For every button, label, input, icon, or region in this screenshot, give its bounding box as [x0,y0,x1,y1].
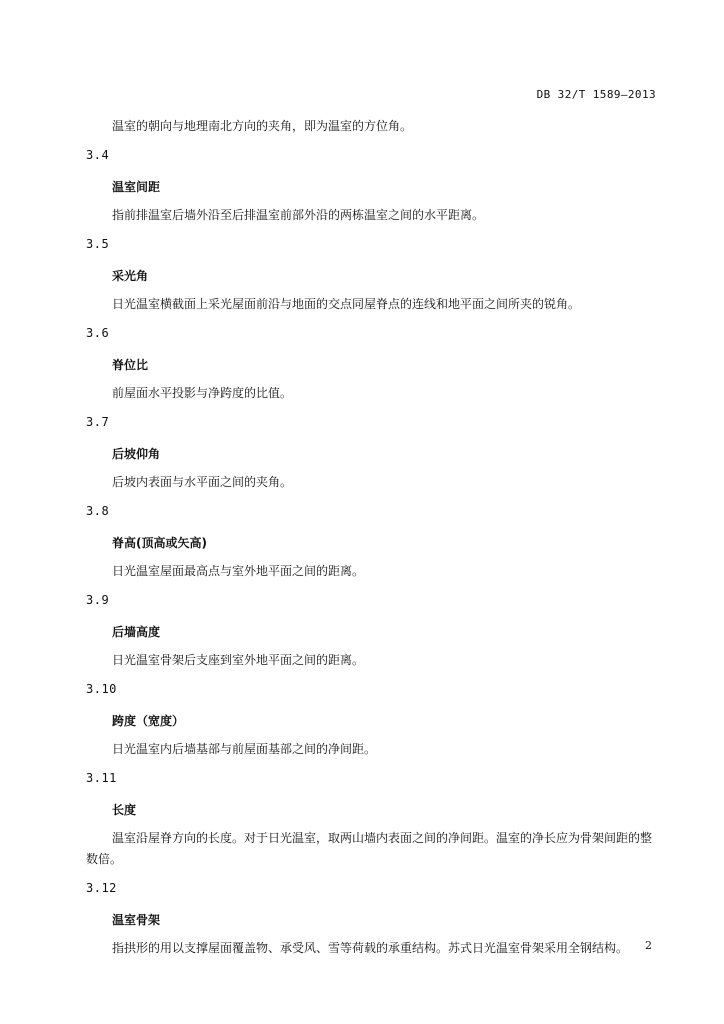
clause-term: 后坡仰角 [112,447,161,461]
document-body [86,116,656,959]
clause-3-4 [86,145,656,226]
clause-term: 长度 [112,803,137,817]
clause-3-9 [86,590,656,671]
clause-3-6 [86,323,656,404]
clause-3-10 [86,679,656,760]
clause-3-7 [86,412,656,493]
clause-definition: 日光温室内后墙基部与前屋面基部之间的净间距。 [112,742,377,756]
clause-term: 温室间距 [112,180,161,194]
standard-code: DB 32/T 1589—2013 [536,88,656,101]
clause-number: 3.12 [86,881,117,895]
clause-definition: 前屋面水平投影与净跨度的比值。 [112,386,293,400]
clause-definition: 指前排温室后墙外沿至后排温室前部外沿的两栋温室之间的水平距离。 [112,208,485,222]
clause-definition: 日光温室屋面最高点与室外地平面之间的距离。 [112,564,365,578]
clause-number: 3.5 [86,237,110,251]
clause-definition: 后坡内表面与水平面之间的夹角。 [112,475,293,489]
clause-number: 3.10 [86,682,117,696]
clause-number: 3.7 [86,415,110,429]
clause-number: 3.6 [86,326,110,340]
clause-number: 3.9 [86,593,110,607]
clause-number: 3.8 [86,504,110,518]
clause-term: 后墙高度 [112,625,161,639]
clause-definition: 指拱形的用以支撑屋面覆盖物、承受风、雪等荷载的承重结构。苏式日光温室骨架采用全钢结构。 [112,941,629,955]
continuation-text: 温室的朝向与地理南北方向的夹角，即为温室的方位角。 [112,119,413,133]
clause-3-5 [86,234,656,315]
clause-term: 温室骨架 [112,913,161,927]
clause-3-8 [86,501,656,582]
clause-number: 3.11 [86,771,117,785]
clause-term: 采光角 [112,269,149,283]
page-number: 2 [645,939,652,952]
clause-term: 跨度（宽度） [112,714,185,728]
clause-definition: 温室沿屋脊方向的长度。对于日光温室，取两山墙内表面之间的净间距。温室的净长应为骨架间距的整数倍。 [86,831,653,866]
clause-number: 3.4 [86,148,110,162]
clause-definition: 日光温室横截面上采光屋面前沿与地面的交点同屋脊点的连线和地平面之间所夹的锐角。 [112,297,581,311]
clause-term: 脊位比 [112,358,149,372]
clause-3-11 [86,768,656,870]
clause-term: 脊高(顶高或矢高) [112,536,207,550]
clause-3-12 [86,878,656,959]
clause-definition: 日光温室骨架后支座到室外地平面之间的距离。 [112,653,365,667]
